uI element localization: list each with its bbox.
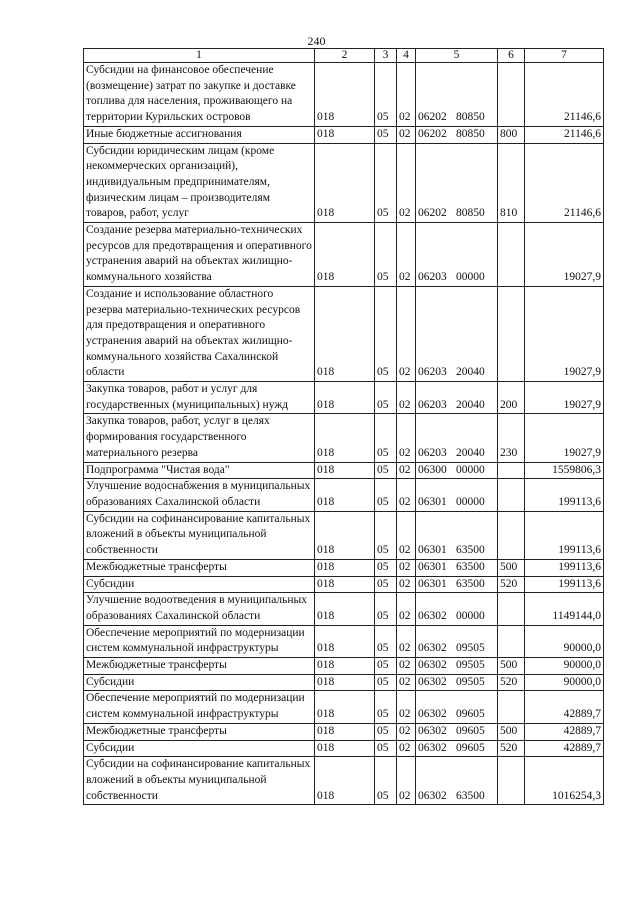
header-cell-5: 5	[416, 49, 498, 63]
row-code-2-cell: 018	[315, 576, 375, 593]
row-code-5b: 80850	[456, 127, 485, 140]
row-code-4-cell: 02	[397, 479, 416, 511]
row-code-5-cell	[416, 691, 498, 723]
row-code-4-cell: 02	[397, 462, 416, 479]
row-amount-cell: 1016254,3	[525, 757, 604, 805]
row-code-5b: 63500	[456, 577, 485, 590]
row-amount-cell: 42889,7	[525, 740, 604, 757]
row-code-6-cell	[498, 511, 525, 559]
row-code-5a: 06302	[418, 708, 447, 721]
row-name-cell: Подпрограмма "Чистая вода"	[84, 462, 315, 479]
row-code-6-cell	[498, 625, 525, 657]
row-code-3-cell: 05	[375, 143, 397, 223]
row-code-5-cell	[416, 757, 498, 805]
row-amount-cell: 199113,6	[525, 576, 604, 593]
row-code-6-cell	[498, 223, 525, 287]
row-name-cell: Создание резерва материально-технических ресурсов для предотвращения и оперативного устранения аварий на объектах жилищно-коммунального хозяйства	[84, 223, 315, 287]
row-code-4-cell: 02	[397, 576, 416, 593]
table-row	[84, 740, 604, 757]
row-code-5-cell	[416, 479, 498, 511]
row-code-5b: 20040	[456, 366, 485, 379]
table-header	[84, 49, 604, 63]
row-code-3-cell: 05	[375, 691, 397, 723]
row-code-5b: 09505	[456, 675, 485, 688]
row-code-5-cell	[416, 559, 498, 576]
row-amount-cell: 21146,6	[525, 63, 604, 127]
row-code-5b: 09605	[456, 741, 485, 754]
row-code-4-cell: 02	[397, 658, 416, 675]
row-code-6-cell: 500	[498, 658, 525, 675]
row-code-5a: 06302	[418, 789, 447, 802]
row-code-2-cell: 018	[315, 414, 375, 462]
row-code-2-cell: 018	[315, 462, 375, 479]
row-code-3-cell: 05	[375, 511, 397, 559]
row-code-5-cell	[416, 658, 498, 675]
row-code-6-cell	[498, 593, 525, 625]
row-code-5a: 06203	[418, 366, 447, 379]
row-code-5-cell	[416, 576, 498, 593]
row-code-6-cell: 520	[498, 576, 525, 593]
row-code-4-cell: 02	[397, 382, 416, 414]
row-code-4-cell: 02	[397, 593, 416, 625]
table-row	[84, 414, 604, 462]
table-row	[84, 674, 604, 691]
row-code-5-cell	[416, 511, 498, 559]
table-row	[84, 511, 604, 559]
row-amount-cell: 42889,7	[525, 691, 604, 723]
row-code-5-cell	[416, 63, 498, 127]
header-cell-2: 2	[315, 49, 375, 63]
row-code-5b: 09605	[456, 708, 485, 721]
row-code-3-cell: 05	[375, 658, 397, 675]
row-code-5b: 63500	[456, 544, 485, 557]
row-code-2-cell: 018	[315, 63, 375, 127]
row-amount-cell: 1559806,3	[525, 462, 604, 479]
row-code-5a: 06302	[418, 609, 447, 622]
row-code-5-cell	[416, 593, 498, 625]
row-code-5-cell	[416, 286, 498, 381]
row-code-2-cell: 018	[315, 757, 375, 805]
table-row	[84, 479, 604, 511]
row-name-cell: Обеспечение мероприятий по модернизации систем коммунальной инфраструктуры	[84, 691, 315, 723]
row-name-cell: Субсидии на софинансирование капитальных вложений в объекты муниципальной собственности	[84, 757, 315, 805]
header-cell-4: 4	[397, 49, 416, 63]
row-name-cell: Субсидии	[84, 674, 315, 691]
row-code-3-cell: 05	[375, 674, 397, 691]
row-code-6-cell: 230	[498, 414, 525, 462]
row-code-4-cell: 02	[397, 691, 416, 723]
row-code-3-cell: 05	[375, 223, 397, 287]
table-row	[84, 126, 604, 143]
table-row	[84, 593, 604, 625]
row-code-4-cell: 02	[397, 223, 416, 287]
row-name-cell: Иные бюджетные ассигнования	[84, 126, 315, 143]
table-row	[84, 143, 604, 223]
row-name-cell: Субсидии на финансовое обеспечение (возмещение) затрат по закупке и доставке топлива для населения, проживающего на территории Курильских островов	[84, 63, 315, 127]
row-code-4-cell: 02	[397, 511, 416, 559]
row-name-cell: Закупка товаров, работ, услуг в целях формирования государственного материального резерва	[84, 414, 315, 462]
row-code-5-cell	[416, 382, 498, 414]
row-code-4-cell: 02	[397, 63, 416, 127]
row-name-cell: Обеспечение мероприятий по модернизации систем коммунальной инфраструктуры	[84, 625, 315, 657]
row-code-3-cell: 05	[375, 559, 397, 576]
row-code-2-cell: 018	[315, 658, 375, 675]
header-cell-1: 1	[84, 49, 315, 63]
row-code-5a: 06203	[418, 271, 447, 284]
row-code-5a: 06202	[418, 111, 447, 124]
row-code-5b: 00000	[456, 463, 485, 476]
row-code-2-cell: 018	[315, 286, 375, 381]
row-code-5b: 80850	[456, 111, 485, 124]
row-code-2-cell: 018	[315, 625, 375, 657]
row-code-5b: 00000	[456, 271, 485, 284]
row-code-5a: 06301	[418, 544, 447, 557]
row-code-2-cell: 018	[315, 559, 375, 576]
table-row	[84, 576, 604, 593]
row-code-4-cell: 02	[397, 723, 416, 740]
row-code-2-cell: 018	[315, 691, 375, 723]
row-code-5b: 20040	[456, 446, 485, 459]
row-code-2-cell: 018	[315, 126, 375, 143]
row-code-4-cell: 02	[397, 740, 416, 757]
header-cell-3: 3	[375, 49, 397, 63]
table-row	[84, 691, 604, 723]
row-code-4-cell: 02	[397, 414, 416, 462]
row-code-5a: 06302	[418, 724, 447, 737]
row-name-cell: Межбюджетные трансферты	[84, 723, 315, 740]
row-code-3-cell: 05	[375, 740, 397, 757]
row-code-2-cell: 018	[315, 723, 375, 740]
table-row	[84, 559, 604, 576]
row-code-5b: 20040	[456, 398, 485, 411]
row-code-6-cell	[498, 63, 525, 127]
row-code-5a: 06302	[418, 675, 447, 688]
row-code-3-cell: 05	[375, 286, 397, 381]
header-cell-7: 7	[525, 49, 604, 63]
row-name-cell: Межбюджетные трансферты	[84, 658, 315, 675]
row-code-3-cell: 05	[375, 414, 397, 462]
row-code-6-cell	[498, 757, 525, 805]
row-name-cell: Субсидии на софинансирование капитальных вложений в объекты муниципальной собственности	[84, 511, 315, 559]
row-code-5-cell	[416, 126, 498, 143]
row-code-5a: 06202	[418, 127, 447, 140]
header-cell-6: 6	[498, 49, 525, 63]
row-code-5a: 06301	[418, 560, 447, 573]
row-code-3-cell: 05	[375, 593, 397, 625]
row-code-4-cell: 02	[397, 757, 416, 805]
row-code-3-cell: 05	[375, 723, 397, 740]
row-name-cell: Межбюджетные трансферты	[84, 559, 315, 576]
row-code-5-cell	[416, 723, 498, 740]
row-code-2-cell: 018	[315, 593, 375, 625]
row-code-6-cell: 520	[498, 740, 525, 757]
row-code-6-cell	[498, 479, 525, 511]
row-name-cell: Субсидии	[84, 576, 315, 593]
row-code-5b: 09505	[456, 642, 485, 655]
row-code-6-cell	[498, 286, 525, 381]
row-amount-cell: 199113,6	[525, 559, 604, 576]
row-code-3-cell: 05	[375, 382, 397, 414]
row-code-5-cell	[416, 414, 498, 462]
row-amount-cell: 19027,9	[525, 382, 604, 414]
table-row	[84, 382, 604, 414]
row-code-5a: 06301	[418, 577, 447, 590]
row-code-2-cell: 018	[315, 382, 375, 414]
row-code-2-cell: 018	[315, 511, 375, 559]
row-code-5b: 80850	[456, 207, 485, 220]
row-name-cell: Субсидии	[84, 740, 315, 757]
budget-table	[83, 48, 604, 805]
row-code-5a: 06302	[418, 642, 447, 655]
row-code-6-cell: 500	[498, 559, 525, 576]
row-code-5b: 63500	[456, 560, 485, 573]
row-code-5a: 06302	[418, 659, 447, 672]
row-code-4-cell: 02	[397, 286, 416, 381]
row-code-5a: 06302	[418, 741, 447, 754]
row-code-5a: 06202	[418, 207, 447, 220]
row-name-cell: Создание и использование областного резерва материально-технических ресурсов для предотвращения и оперативного устранения аварий на объектах жилищно-коммунального хозяйства Сахалинской области	[84, 286, 315, 381]
row-code-4-cell: 02	[397, 143, 416, 223]
table-row	[84, 462, 604, 479]
row-code-4-cell: 02	[397, 625, 416, 657]
row-code-6-cell	[498, 691, 525, 723]
row-code-2-cell: 018	[315, 740, 375, 757]
row-code-5-cell	[416, 462, 498, 479]
row-code-2-cell: 018	[315, 143, 375, 223]
row-code-5a: 06301	[418, 495, 447, 508]
row-code-3-cell: 05	[375, 462, 397, 479]
row-code-4-cell: 02	[397, 674, 416, 691]
row-code-2-cell: 018	[315, 674, 375, 691]
row-amount-cell: 1149144,0	[525, 593, 604, 625]
row-code-4-cell: 02	[397, 559, 416, 576]
row-code-3-cell: 05	[375, 757, 397, 805]
row-code-5-cell	[416, 223, 498, 287]
row-code-2-cell: 018	[315, 479, 375, 511]
row-code-6-cell: 800	[498, 126, 525, 143]
row-code-5-cell	[416, 143, 498, 223]
row-code-4-cell: 02	[397, 126, 416, 143]
row-code-3-cell: 05	[375, 625, 397, 657]
row-amount-cell: 90000,0	[525, 625, 604, 657]
row-code-5a: 06203	[418, 398, 447, 411]
table-row	[84, 658, 604, 675]
row-code-6-cell: 520	[498, 674, 525, 691]
table-row	[84, 723, 604, 740]
table-row	[84, 223, 604, 287]
row-amount-cell: 19027,9	[525, 223, 604, 287]
row-amount-cell: 19027,9	[525, 414, 604, 462]
table-row	[84, 757, 604, 805]
row-code-6-cell	[498, 462, 525, 479]
row-code-3-cell: 05	[375, 576, 397, 593]
row-code-3-cell: 05	[375, 126, 397, 143]
row-code-3-cell: 05	[375, 479, 397, 511]
page-number: 240	[307, 34, 326, 48]
row-code-5a: 06300	[418, 463, 447, 476]
table-row	[84, 286, 604, 381]
row-code-3-cell: 05	[375, 63, 397, 127]
row-amount-cell: 21146,6	[525, 126, 604, 143]
row-amount-cell: 90000,0	[525, 658, 604, 675]
row-code-5b: 09505	[456, 659, 485, 672]
row-amount-cell: 19027,9	[525, 286, 604, 381]
row-amount-cell: 199113,6	[525, 511, 604, 559]
row-code-5b: 00000	[456, 609, 485, 622]
row-code-5-cell	[416, 740, 498, 757]
row-code-5-cell	[416, 625, 498, 657]
row-code-5b: 00000	[456, 495, 485, 508]
row-name-cell: Закупка товаров, работ и услуг для государственных (муниципальных) нужд	[84, 382, 315, 414]
row-amount-cell: 199113,6	[525, 479, 604, 511]
row-name-cell: Улучшение водоснабжения в муниципальных образованиях Сахалинской области	[84, 479, 315, 511]
row-code-6-cell: 810	[498, 143, 525, 223]
row-code-5b: 63500	[456, 789, 485, 802]
row-amount-cell: 90000,0	[525, 674, 604, 691]
row-name-cell: Улучшение водоотведения в муниципальных образованиях Сахалинской области	[84, 593, 315, 625]
row-code-5a: 06203	[418, 446, 447, 459]
row-name-cell: Субсидии юридическим лицам (кроме некоммерческих организаций), индивидуальным предпринимателям, физическим лицам – производителям товаров, работ, услуг	[84, 143, 315, 223]
row-code-5-cell	[416, 674, 498, 691]
row-amount-cell: 42889,7	[525, 723, 604, 740]
row-code-2-cell: 018	[315, 223, 375, 287]
row-code-5b: 09605	[456, 724, 485, 737]
table-row	[84, 63, 604, 127]
row-code-6-cell: 500	[498, 723, 525, 740]
row-code-6-cell: 200	[498, 382, 525, 414]
row-amount-cell: 21146,6	[525, 143, 604, 223]
table-row	[84, 625, 604, 657]
table-body	[84, 63, 604, 805]
header-row	[84, 49, 604, 63]
